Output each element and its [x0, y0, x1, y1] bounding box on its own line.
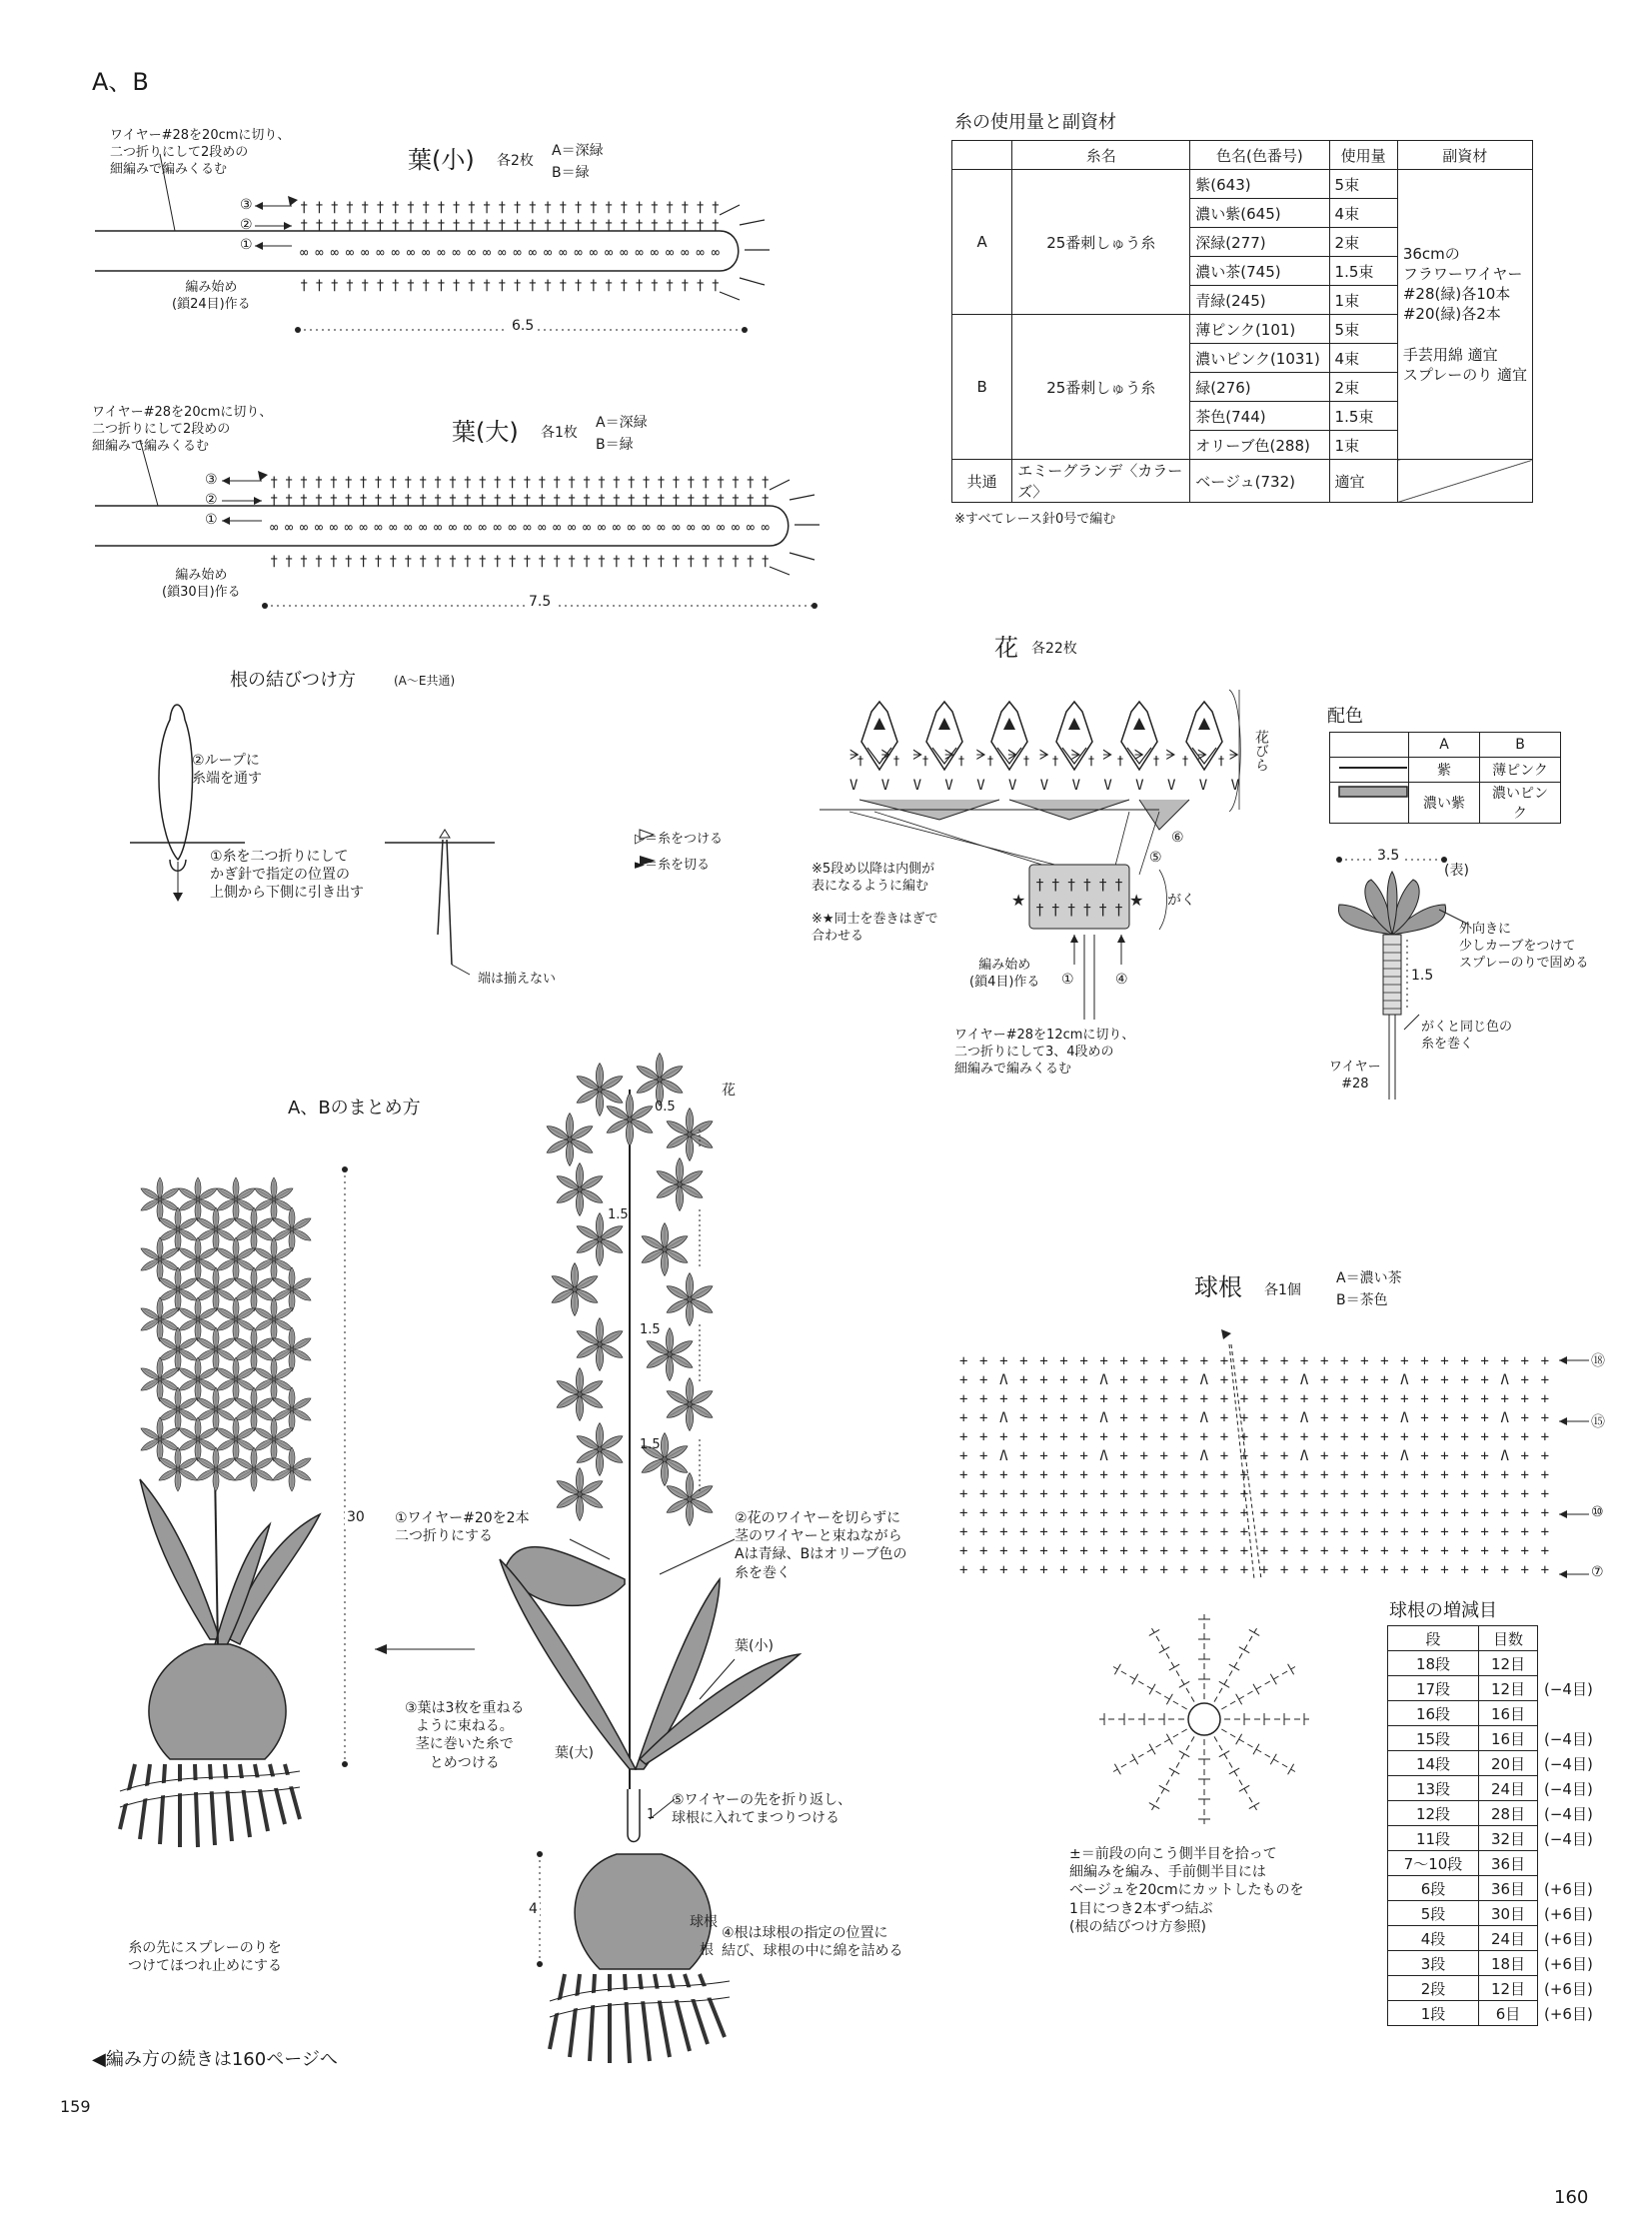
materials-footnote: ※すべてレース針0号で編む — [954, 512, 1116, 527]
table-cell: 28目 — [1479, 1801, 1538, 1826]
root-tie-step1: ①糸を二つ折りにして かぎ針で指定の位置の 上側から下側に引き出す — [210, 849, 364, 902]
table-cell: (+6目) — [1544, 1954, 1593, 1973]
color-chart-header-b: B — [1480, 733, 1561, 758]
table-cell: (+6目) — [1544, 1979, 1593, 1998]
table-cell: 2束 — [1329, 228, 1397, 257]
flower-row6: ⑥ — [1171, 830, 1184, 846]
table-row — [1388, 1651, 1611, 1676]
leaf-small-start-note: 編み始め (鎖24目)作る — [172, 280, 251, 312]
table-cell: 濃い紫 — [1409, 783, 1480, 824]
materials-header-yarn: 糸名 — [1012, 141, 1190, 170]
table-cell: 15段 — [1388, 1726, 1479, 1751]
count-table — [1387, 1625, 1611, 2026]
table-cell — [1538, 1851, 1611, 1876]
bulb-row10: ⑩ — [1591, 1504, 1604, 1520]
svg-text:++++++++++++++++++++++++++++++: ++++++++++++++++++++++++++++++ — [959, 1467, 1550, 1483]
table-cell: 1.5束 — [1329, 257, 1397, 286]
assembly-bend-length: 1 — [647, 1807, 656, 1822]
svg-text:††††††††††††††††††††††††††††††: †††††††††††††††††††††††††††††††††† — [270, 475, 770, 491]
svg-text:++++++++++++++++++++++++++++++: ++++++++++++++++++++++++++++++ — [959, 1353, 1550, 1369]
table-cell — [1538, 1701, 1611, 1726]
table-cell: 12目 — [1479, 1676, 1538, 1701]
flower-wire-note: ワイヤー#28を12cmに切り、 二つ折りにして3、4段めの 細編みで編みくるむ — [954, 1028, 1135, 1077]
materials-header-blank — [952, 141, 1012, 170]
flower-side-face: (表) — [1444, 863, 1469, 879]
leaf-large-qty: 各1枚 — [541, 425, 578, 441]
leaf-small-qty: 各2枚 — [497, 153, 534, 169]
svg-text:★: ★ — [1011, 891, 1026, 910]
table-cell: 12目 — [1479, 1651, 1538, 1676]
color-chart-swatch-2 — [1330, 783, 1409, 824]
flower-qty: 各22枚 — [1031, 641, 1077, 657]
materials-header-sub: 副資材 — [1397, 141, 1532, 170]
leaf-large-row1: ① — [205, 512, 218, 528]
table-cell: 17段 — [1388, 1676, 1479, 1701]
table-cell: 濃い茶(745) — [1190, 257, 1329, 286]
svg-text:∞∞∞∞∞∞∞∞∞∞∞∞∞∞∞∞∞∞∞∞∞∞∞∞∞∞∞∞: ∞∞∞∞∞∞∞∞∞∞∞∞∞∞∞∞∞∞∞∞∞∞∞∞∞∞∞∞ — [300, 245, 720, 261]
table-cell: 1段 — [1388, 2001, 1479, 2026]
table-cell: 濃いピンク — [1480, 783, 1561, 824]
table-row — [1388, 2001, 1611, 2026]
flower-row4: ④ — [1115, 972, 1128, 988]
materials-header-amount: 使用量 — [1329, 141, 1397, 170]
table-cell: 5束 — [1329, 170, 1397, 199]
table-row — [1388, 1701, 1611, 1726]
table-cell: 濃い紫(645) — [1190, 199, 1329, 228]
leaf-large-length: 7.5 — [525, 594, 555, 610]
table-cell: 青緑(245) — [1190, 286, 1329, 315]
leaf-small-row1: ① — [240, 237, 253, 253]
color-chart-blank — [1330, 733, 1409, 758]
svg-text:++++++++++++++++++++++++++++++: ++++++++++++++++++++++++++++++ — [959, 1543, 1550, 1559]
common-sub-empty — [1397, 460, 1532, 503]
color-chart-swatch-1 — [1330, 758, 1409, 783]
svg-text:++++++++++++++++++++++++++++++: ++++++++++++++++++++++++++++++ — [959, 1391, 1550, 1407]
table-cell: 24目 — [1479, 1776, 1538, 1801]
table-cell: 6段 — [1388, 1876, 1479, 1901]
root-tie-ends-note: 端は揃えない — [478, 972, 557, 987]
table-cell: 薄ピンク(101) — [1190, 315, 1329, 344]
root-tie-diagram — [130, 705, 495, 975]
table-row — [1388, 1901, 1611, 1926]
svg-text:ᗒ ᗒ ᗒ ᗒ ᗒ ᗒ ᗒ ᗒ ᗒ ᗒ ᗒ ᗒ ᗒ: ᗒ ᗒ ᗒ ᗒ ᗒ ᗒ ᗒ ᗒ ᗒ ᗒ ᗒ ᗒ ᗒ — [849, 748, 1239, 764]
assembly-step5: ⑤ワイヤーの先を折り返し、 球根に入れてまつりつける — [672, 1792, 852, 1827]
svg-text:††††††: †††††† — [1035, 901, 1123, 919]
table-cell: (+6目) — [1544, 1879, 1593, 1898]
sub-materials: 36cmの フラワーワイヤー #28(緑)各10本 #20(緑)各2本 手芸用綿 適宜 スプレーのり 適宜 — [1397, 170, 1532, 460]
count-header-row: 段 — [1388, 1626, 1479, 1651]
table-cell: 紫 — [1409, 758, 1480, 783]
flower-petal-label: 花びら — [1253, 730, 1269, 772]
table-cell: (+6目) — [1544, 1904, 1593, 1923]
svg-text:††††††††††††††††††††††††††††: †††††††††††††††††††††††††††† — [300, 218, 720, 234]
assembly-title: A、Bのまとめ方 — [288, 1098, 421, 1118]
flower-note-5: ※5段め以降は内側が 表になるように編む — [812, 862, 935, 894]
table-cell: (−4目) — [1544, 1679, 1593, 1698]
table-cell: 5段 — [1388, 1901, 1479, 1926]
leaf-small-row2: ② — [240, 217, 253, 233]
leaf-large-color-b: B＝緑 — [596, 437, 634, 453]
table-cell: (−4目) — [1544, 1779, 1593, 1798]
table-cell: 36目 — [1479, 1876, 1538, 1901]
assembly-label-root: 根 — [700, 1942, 714, 1958]
table-cell: 4束 — [1329, 199, 1397, 228]
count-header-stitches: 目数 — [1479, 1626, 1538, 1651]
table-row — [1388, 1726, 1611, 1751]
table-cell: 1.5束 — [1329, 402, 1397, 431]
leaf-small-title: 葉(小) — [408, 146, 475, 174]
color-chart-title: 配色 — [1327, 706, 1363, 727]
flower-side-curve-note: 外向きに 少しカーブをつけて スプレーのりで固める — [1459, 922, 1589, 971]
flower-side-wire: ワイヤー #28 — [1329, 1060, 1381, 1092]
svg-text:++Λ++++Λ++++Λ++++Λ++++Λ++++Λ++: ++Λ++++Λ++++Λ++++Λ++++Λ++++Λ++ — [959, 1372, 1550, 1388]
svg-text:††††††††††††††††††††††††††††: †††††††††††††††††††††††††††† — [300, 200, 720, 216]
table-cell: 30目 — [1479, 1901, 1538, 1926]
group-b-yarn: 25番刺しゅう糸 — [1012, 315, 1190, 460]
table-cell: 16目 — [1479, 1726, 1538, 1751]
common-amount: 適宜 — [1329, 460, 1397, 503]
color-chart-header-a: A — [1409, 733, 1480, 758]
table-cell: 24目 — [1479, 1926, 1538, 1951]
table-cell: 濃いピンク(1031) — [1190, 344, 1329, 373]
table-cell: 13段 — [1388, 1776, 1479, 1801]
leaf-small-length: 6.5 — [508, 318, 538, 334]
leaf-large-start-note: 編み始め (鎖30目)作る — [162, 568, 241, 600]
table-cell: 1束 — [1329, 431, 1397, 460]
flower-side-height: 1.5 — [1411, 968, 1434, 984]
common-color: ベージュ(732) — [1190, 460, 1329, 503]
flower-row5: ⑤ — [1149, 850, 1162, 866]
table-cell: 5束 — [1329, 315, 1397, 344]
leaf-small-color-a: A＝深緑 — [552, 143, 604, 159]
svg-text:††††††: †††††† — [1035, 876, 1123, 894]
table-cell: 2段 — [1388, 1976, 1479, 2001]
svg-text:++Λ++++Λ++++Λ++++Λ++++Λ++++Λ++: ++Λ++++Λ++++Λ++++Λ++++Λ++++Λ++ — [959, 1410, 1550, 1426]
root-tie-title: 根の結びつけ方 — [230, 670, 356, 691]
flower-title: 花 — [994, 634, 1018, 662]
bulb-color-b: B＝茶色 — [1336, 1292, 1388, 1308]
leaf-large-color-a: A＝深緑 — [596, 415, 648, 431]
table-row — [1388, 1876, 1611, 1901]
bulb-round-chart — [1099, 1614, 1309, 1824]
materials-title: 糸の使用量と副資材 — [954, 112, 1116, 133]
assembly-label-flower: 花 — [722, 1083, 736, 1099]
bulb-title: 球根 — [1194, 1273, 1242, 1301]
leaf-large-row3: ③ — [205, 472, 218, 488]
table-row — [1388, 1976, 1611, 2001]
assembly-step4: ④根は球根の指定の位置に 結び、球根の中に綿を詰める — [722, 1925, 903, 1960]
table-cell: 1束 — [1329, 286, 1397, 315]
table-cell: 6目 — [1479, 2001, 1538, 2026]
root-tie-step2: ②ループに 糸端を通す — [192, 753, 262, 788]
bulb-front-note: ±＝前段の向こう側半目を拾って 細編みを編み、手前側半目には ベージュを20cmにカットしたものを 1目につき2本ずつ結ぶ (根の結びつけ方参照) — [1069, 1846, 1304, 1935]
table-cell: (−4目) — [1544, 1829, 1593, 1848]
materials-header-color: 色名(色番号) — [1190, 141, 1329, 170]
bulb-chart — [959, 1329, 1589, 1579]
group-a-yarn: 25番刺しゅう糸 — [1012, 170, 1190, 315]
svg-text:∞∞∞∞∞∞∞∞∞∞∞∞∞∞∞∞∞∞∞∞∞∞∞∞∞∞∞∞∞∞: ∞∞∞∞∞∞∞∞∞∞∞∞∞∞∞∞∞∞∞∞∞∞∞∞∞∞∞∞∞∞∞∞∞∞ — [270, 520, 770, 536]
table-cell: 20目 — [1479, 1751, 1538, 1776]
svg-text:††††††††††††††††††††††††††††††: †††††††††††††††††††††††††††††††††† — [270, 493, 770, 509]
assembly-label-leaf-large: 葉(大) — [555, 1745, 594, 1761]
flower-side-wrap-note: がくと同じ色の 糸を巻く — [1421, 1020, 1513, 1052]
leaf-large-row2: ② — [205, 492, 218, 508]
table-cell: 4段 — [1388, 1926, 1479, 1951]
svg-text:††††††††††††††††††††††††††††††: †††††††††††††††††††††††††††††††††† — [270, 554, 770, 570]
common-label: 共通 — [952, 460, 1012, 503]
svg-text:★: ★ — [1129, 891, 1144, 910]
svg-text:V V V V V V V V V V V V V: V V V V V V V V V V V V V — [849, 778, 1239, 794]
table-cell: (−4目) — [1544, 1729, 1593, 1748]
table-cell: 茶色(744) — [1190, 402, 1329, 431]
flower-row1: ① — [1061, 972, 1074, 988]
bulb-row15: ⑮ — [1591, 1414, 1605, 1430]
materials-table — [951, 140, 1533, 503]
table-cell: 11段 — [1388, 1826, 1479, 1851]
continue-note[interactable]: ◀編み方の続きは160ページへ — [92, 2049, 338, 2070]
table-cell: 12段 — [1388, 1801, 1479, 1826]
table-cell: 4束 — [1329, 344, 1397, 373]
table-cell: (+6目) — [1544, 1929, 1593, 1948]
bulb-row7: ⑦ — [1591, 1564, 1604, 1580]
svg-text:++++++++++++++++++++++++++++++: ++++++++++++++++++++++++++++++ — [959, 1505, 1550, 1521]
svg-text:++++++++++++++++++++++++++++++: ++++++++++++++++++++++++++++++ — [959, 1524, 1550, 1540]
table-cell: 緑(276) — [1190, 373, 1329, 402]
group-a-label: A — [952, 170, 1012, 315]
assembly-height-bulb: 4 — [529, 1901, 538, 1917]
table-cell: 18段 — [1388, 1651, 1479, 1676]
table-cell: 12目 — [1479, 1976, 1538, 2001]
assembly-height-total: 30 — [347, 1509, 365, 1525]
flower-note-star: ※★同士を巻きはぎで 合わせる — [812, 912, 938, 944]
page-number-left: 159 — [60, 2097, 91, 2116]
leaf-small-wire-note: ワイヤー#28を20cmに切り、 二つ折りにして2段めの 細編みで編みくるむ — [110, 128, 291, 177]
table-cell: 紫(643) — [1190, 170, 1329, 199]
assembly-root-note: 糸の先にスプレーのりを つけてほつれ止めにする — [128, 1940, 282, 1975]
leaf-large-wire-note: ワイヤー#28を20cmに切り、 二つ折りにして2段めの 細編みで編みくるむ — [92, 405, 273, 454]
assembly-spacing-2: 1.5 — [608, 1207, 629, 1222]
table-cell: 16目 — [1479, 1701, 1538, 1726]
group-b-label: B — [952, 315, 1012, 460]
table-row — [1388, 1951, 1611, 1976]
table-cell: 14段 — [1388, 1751, 1479, 1776]
table-row — [1388, 1751, 1611, 1776]
table-row — [1388, 1926, 1611, 1951]
bulb-color-a: A＝濃い茶 — [1336, 1270, 1402, 1286]
table-cell: 7〜10段 — [1388, 1851, 1479, 1876]
table-cell: オリーブ色(288) — [1190, 431, 1329, 460]
table-cell: 薄ピンク — [1480, 758, 1561, 783]
color-chart-table — [1329, 732, 1561, 824]
assembly-spacing-1: 0.5 — [655, 1100, 676, 1114]
svg-text:††††††††††††††††††††††††††††: †††††††††††††††††††††††††††† — [300, 278, 720, 294]
assembly-label-bulb: 球根 — [690, 1914, 718, 1930]
table-cell: 32目 — [1479, 1826, 1538, 1851]
bulb-row18: ⑱ — [1591, 1353, 1605, 1369]
flower-side-width: 3.5 — [1374, 848, 1402, 864]
table-cell: (−4目) — [1544, 1754, 1593, 1773]
table-row — [1388, 1801, 1611, 1826]
assembly-step2: ②花のワイヤーを切らずに 茎のワイヤーと束ねながら Aは青緑、Bはオリーブ色の 糸を巻く — [735, 1510, 907, 1581]
table-cell: 3段 — [1388, 1951, 1479, 1976]
section-label: A、B — [92, 68, 149, 96]
common-yarn: エミーグランデ〈カラーズ〉 — [1012, 460, 1190, 503]
table-cell: 36目 — [1479, 1851, 1538, 1876]
legend-cut: ►＝糸を切る — [635, 858, 710, 873]
table-row — [1388, 1826, 1611, 1851]
svg-text:++++++++++++++++++++++++++++++: ++++++++++++++++++++++++++++++ — [959, 1486, 1550, 1502]
assembly-step3: ③葉は3枚を重ねる ように束ねる。 茎に巻いた糸で とめつける — [405, 1700, 525, 1771]
assembly-spacing-3: 1.5 — [640, 1322, 661, 1337]
svg-text:++++++++++++++++++++++++++++++: ++++++++++++++++++++++++++++++ — [959, 1429, 1550, 1445]
table-cell: 2束 — [1329, 373, 1397, 402]
svg-text:++++++++++++++++++++++++++++++: ++++++++++++++++++++++++++++++ — [959, 1562, 1550, 1578]
svg-text:++Λ++++Λ++++Λ++++Λ++++Λ++++Λ++: ++Λ++++Λ++++Λ++++Λ++++Λ++++Λ++ — [959, 1448, 1550, 1464]
flower-start-note: 編み始め (鎖4目)作る — [969, 958, 1040, 990]
hyacinth-assembled-left — [120, 1177, 320, 1847]
count-header-note — [1538, 1626, 1611, 1651]
legend-attach: ▷＝糸をつける — [635, 832, 723, 847]
assembly-label-leaf-small: 葉(小) — [735, 1638, 774, 1654]
table-cell: 16段 — [1388, 1701, 1479, 1726]
leaf-small-row3: ③ — [240, 197, 253, 213]
leaf-large-title: 葉(大) — [452, 418, 519, 446]
table-cell: 深緑(277) — [1190, 228, 1329, 257]
table-row — [1388, 1676, 1611, 1701]
assembly-step1: ①ワイヤー#20を2本 二つ折りにする — [395, 1510, 530, 1545]
table-row — [1388, 1851, 1611, 1876]
table-row — [1388, 1776, 1611, 1801]
height-dimension — [342, 1166, 475, 1767]
bulb-qty: 各1個 — [1264, 1282, 1301, 1298]
table-cell: 18目 — [1479, 1951, 1538, 1976]
table-cell: (−4目) — [1544, 1804, 1593, 1823]
table-cell: (+6目) — [1544, 2004, 1593, 2023]
flower-calyx-label: がく — [1167, 893, 1195, 909]
root-tie-subtitle: (A〜E共通) — [394, 674, 456, 688]
assembly-spacing-4: 1.5 — [640, 1437, 661, 1452]
table-cell — [1538, 1651, 1611, 1676]
count-table-title: 球根の増減目 — [1389, 1600, 1497, 1621]
page-number-right: 160 — [1554, 2187, 1589, 2208]
leaf-small-color-b: B＝緑 — [552, 165, 590, 181]
